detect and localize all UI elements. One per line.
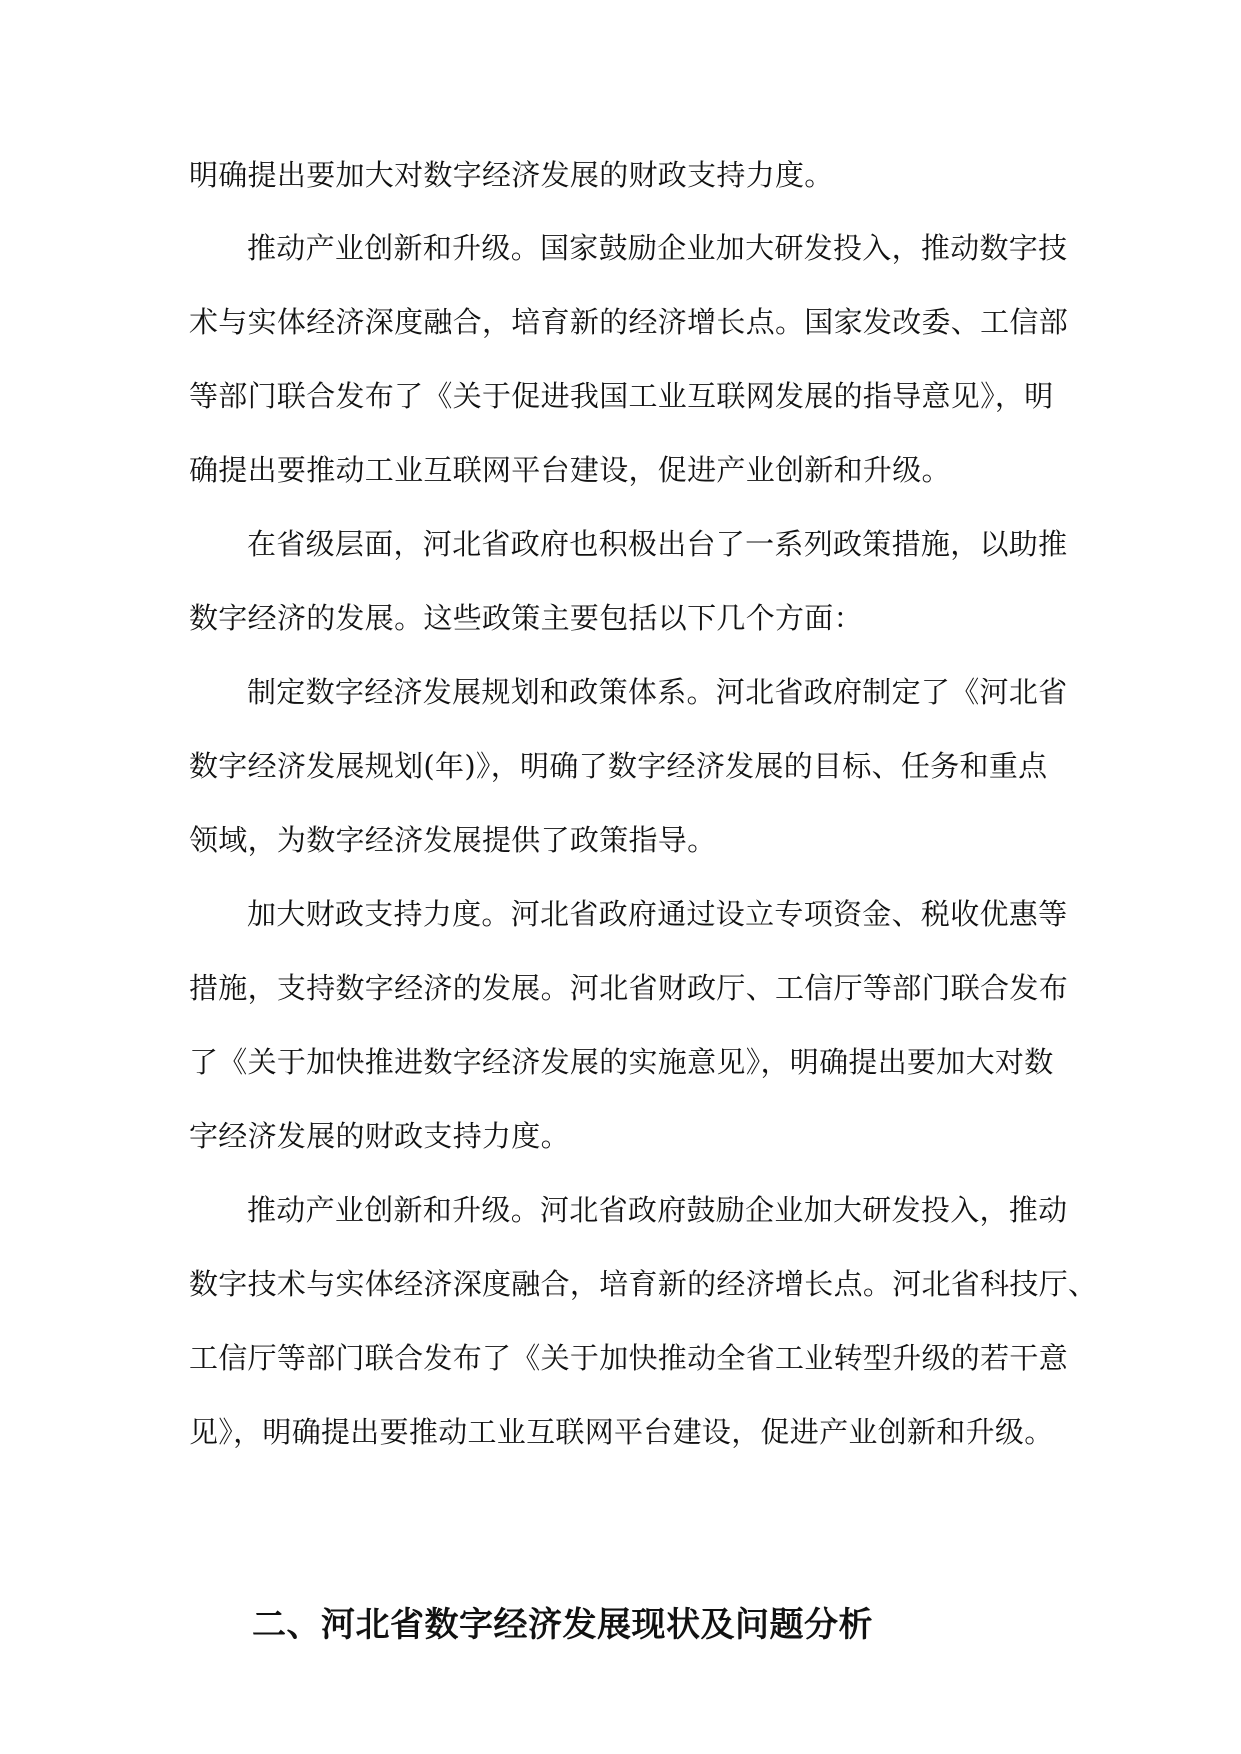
text-line: 术与实体经济深度融合，培育新的经济增长点。国家发改委、工信部 xyxy=(189,305,1069,339)
text-line: 等部门联合发布了《关于促进我国工业互联网发展的指导意见》，明 xyxy=(189,379,1054,413)
section-heading: 二、河北省数字经济发展现状及问题分析 xyxy=(252,1605,873,1645)
text-line: 领域，为数字经济发展提供了政策指导。 xyxy=(189,823,717,857)
paragraph-first-line: 推动产业创新和升级。国家鼓励企业加大研发投入，推动数字技 xyxy=(247,231,1068,265)
text-line: 明确提出要加大对数字经济发展的财政支持力度。 xyxy=(189,158,834,192)
paragraph-first-line: 推动产业创新和升级。河北省政府鼓励企业加大研发投入，推动 xyxy=(247,1193,1068,1227)
paragraph-first-line: 加大财政支持力度。河北省政府通过设立专项资金、税收优惠等 xyxy=(247,897,1068,931)
text-line: 字经济发展的财政支持力度。 xyxy=(189,1119,570,1153)
text-line: 见》，明确提出要推动工业互联网平台建设，促进产业创新和升级。 xyxy=(189,1415,1054,1449)
text-line: 确提出要推动工业互联网平台建设，促进产业创新和升级。 xyxy=(189,453,951,487)
text-line: 数字经济发展规划(年)》，明确了数字经济发展的目标、任务和重点 xyxy=(189,749,1048,783)
text-line: 工信厅等部门联合发布了《关于加快推动全省工业转型升级的若干意 xyxy=(189,1341,1069,1375)
text-line: 措施，支持数字经济的发展。河北省财政厅、工信厅等部门联合发布 xyxy=(189,971,1069,1005)
text-line: 数字技术与实体经济深度融合，培育新的经济增长点。河北省科技厅、 xyxy=(189,1267,1098,1301)
text-line: 数字经济的发展。这些政策主要包括以下几个方面： xyxy=(189,601,863,635)
text-line: 了《关于加快推进数字经济发展的实施意见》，明确提出要加大对数 xyxy=(189,1045,1054,1079)
paragraph-first-line: 在省级层面，河北省政府也积极出台了一系列政策措施，以助推 xyxy=(247,527,1068,561)
paragraph-first-line: 制定数字经济发展规划和政策体系。河北省政府制定了《河北省 xyxy=(247,675,1068,709)
